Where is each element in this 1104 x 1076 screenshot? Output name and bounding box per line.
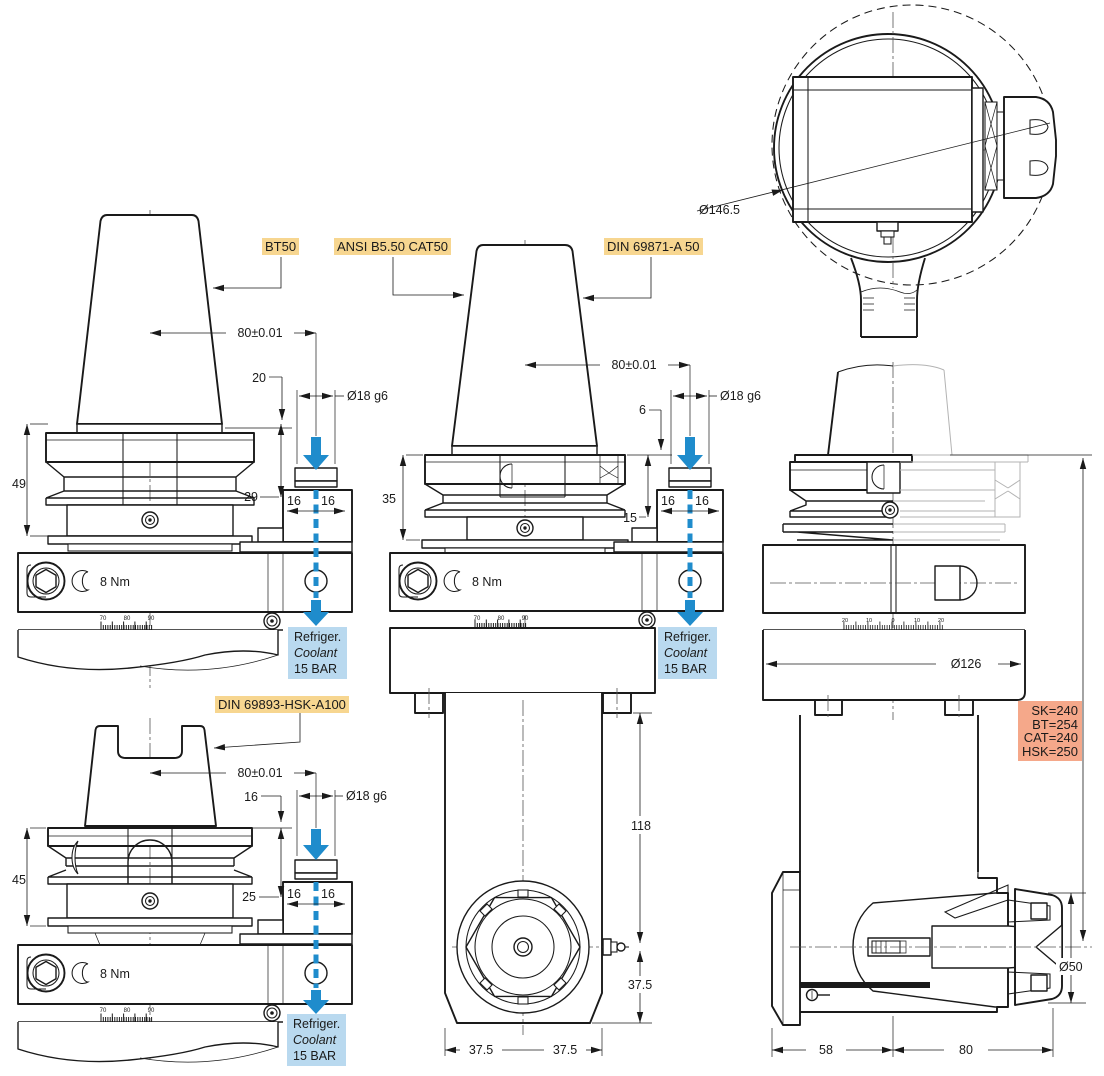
svg-text:70: 70 [473, 616, 481, 622]
coolant-note-line1: Refriger. [293, 1017, 341, 1031]
height-callout-hsk: HSK=250 [1022, 743, 1079, 759]
cat50-label-leader [393, 257, 464, 295]
height-callout-sk: SK=240 [1031, 703, 1079, 718]
body-lower-band [763, 630, 1025, 700]
taper-label-din: DIN 69871-A 50 [604, 238, 703, 255]
bt50-taper-cone [77, 215, 222, 424]
dim-shank-bt: Ø18 g6 [347, 389, 389, 403]
dim-shank-cat: Ø18 g6 [720, 389, 762, 403]
hsk-clamp-block [18, 945, 352, 1004]
coolant-note-line2: Coolant [293, 1033, 337, 1047]
collet-nut-plan [1004, 97, 1056, 198]
coolant-note-bt50 [288, 627, 347, 679]
dim-bt-flange-height: 49 [12, 477, 26, 491]
coolant-note-line1: Refriger. [664, 630, 712, 644]
svg-text:80: 80 [497, 616, 505, 622]
height-callout-bt: BT=254 [1032, 716, 1079, 732]
clamp-detail [935, 566, 960, 600]
linear-scale [390, 611, 655, 628]
dim-hsk-plug-depth: 16 [244, 790, 258, 804]
cat50-clamp-block [390, 553, 723, 611]
dim-torque: 8 Nm [472, 575, 502, 589]
taper-label-hsk: DIN 69893-HSK-A100 [215, 696, 349, 713]
dim-port-half: 16 [287, 494, 301, 508]
dim-nose-length: 80 [959, 1043, 973, 1057]
din-label-leader [583, 257, 651, 298]
svg-text:90: 90 [147, 1008, 155, 1014]
cat50-taper-cone [452, 245, 597, 446]
coolant-note-hsk [287, 1014, 346, 1066]
break-line [18, 630, 278, 670]
rotary-body [763, 545, 1025, 613]
grease-nipple-plan [877, 222, 898, 244]
dim-port-half: 16 [321, 494, 335, 508]
coolant-arrow-icon [303, 829, 329, 860]
coolant-note-line3: 15 BAR [293, 1049, 337, 1063]
dim-port-half: 16 [321, 887, 335, 901]
spring-washer-stack [985, 102, 997, 190]
bt50-label-leader [213, 257, 281, 288]
bt50-clamp-block [18, 553, 352, 612]
cover-plate-edge [800, 982, 930, 988]
dim-bt-plug-depth: 20 [252, 371, 266, 385]
svg-text:20: 20 [937, 618, 945, 624]
coolant-note-line1: Refriger. [294, 630, 342, 644]
collet-nose-front-face [457, 881, 589, 1013]
coolant-note-cat50 [658, 627, 717, 679]
dim-cat-flange-height: 35 [382, 492, 396, 506]
linear-scale [18, 1004, 283, 1022]
dim-cat-step: 15 [623, 511, 637, 525]
dim-cat-plug-depth: 6 [639, 403, 646, 417]
cat50-flange [425, 455, 625, 484]
dim-torque: 8 Nm [100, 967, 130, 981]
dim-offset-hsk: 80±0.01 [237, 766, 283, 780]
leader-arrowhead [772, 190, 784, 196]
svg-text:10: 10 [865, 618, 873, 624]
svg-text:20: 20 [841, 618, 849, 624]
svg-text:90: 90 [147, 616, 155, 622]
svg-text:0: 0 [891, 618, 895, 624]
phantom-flange-half [893, 462, 1020, 540]
dim-offset-bt: 80±0.01 [237, 326, 283, 340]
bt50-flange [46, 433, 254, 462]
coolant-plug [295, 860, 337, 873]
taper-label-bt50: BT50 [262, 238, 299, 255]
dim-bt-step: 29 [244, 490, 258, 504]
coolant-arrow-icon [677, 437, 703, 470]
linear-scale [18, 612, 283, 630]
dim-port-half: 16 [695, 494, 709, 508]
phantom-cone-half [893, 365, 952, 455]
height-callout-cat: CAT=240 [1023, 730, 1079, 745]
dim-nose-half: 37.5 [468, 1043, 494, 1057]
dim-offset-cat: 80±0.01 [611, 358, 657, 372]
taper-label-cat50: ANSI B5.50 CAT50 [334, 238, 451, 255]
coolant-arrow-icon [303, 437, 329, 470]
dim-nose-half: 37.5 [552, 1043, 578, 1057]
svg-text:80: 80 [123, 616, 131, 622]
view-front-bt50 [12, 210, 388, 688]
coolant-note-line3: 15 BAR [664, 662, 708, 676]
dim-collet-diameter: Ø50 [1059, 960, 1083, 974]
coolant-note-line2: Coolant [294, 646, 338, 660]
coolant-note-line3: 15 BAR [294, 662, 338, 676]
dim-hsk-flange-height: 45 [12, 873, 26, 887]
mounting-flange-plate [772, 872, 800, 1025]
dim-head-length: 118 [631, 819, 651, 833]
coolant-note-line2: Coolant [664, 646, 708, 660]
dim-port-half: 16 [287, 887, 301, 901]
cat50-base-band [390, 628, 655, 693]
break-line [18, 1022, 278, 1062]
hsk-label-leader [214, 713, 300, 748]
dim-port-half: 16 [661, 494, 675, 508]
spindle-neck [851, 258, 925, 337]
dim-shank-hsk: Ø18 g6 [346, 789, 388, 803]
view-top-circular [697, 5, 1056, 337]
view-front-hsk [12, 713, 387, 1062]
dim-torque: 8 Nm [100, 575, 130, 589]
dim-column-width: 58 [819, 1043, 833, 1057]
dim-top-view-diameter: Ø146.5 [698, 203, 740, 217]
dim-hsk-step: 25 [242, 890, 256, 904]
dim-nose-half: 37.5 [627, 978, 653, 992]
svg-text:90: 90 [521, 616, 529, 622]
height-callout [1018, 701, 1082, 761]
grease-nipple-icon [603, 939, 629, 955]
dim-body-diameter: Ø126 [950, 657, 982, 671]
svg-text:70: 70 [99, 1008, 107, 1014]
hsk-flange [48, 828, 252, 846]
hsk-taper-shank [85, 726, 216, 826]
svg-text:10: 10 [913, 618, 921, 624]
svg-text:80: 80 [123, 1008, 131, 1014]
svg-text:70: 70 [99, 616, 107, 622]
